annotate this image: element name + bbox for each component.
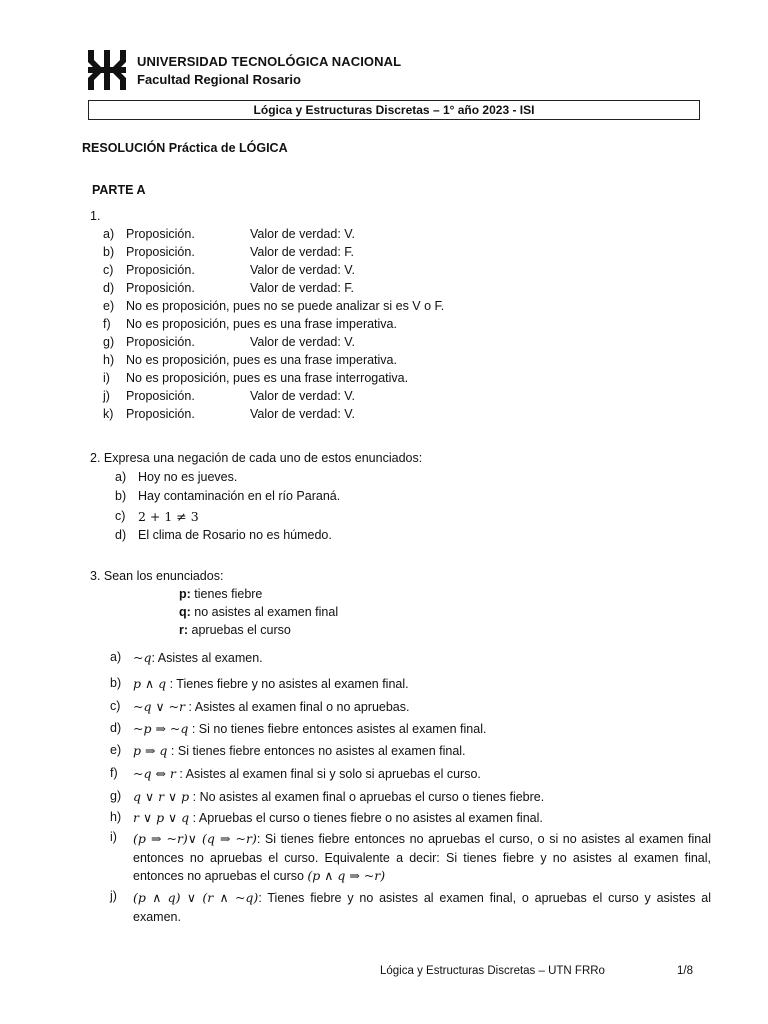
q3-item-body [133, 810, 543, 825]
q1-item-label: h) [103, 353, 115, 367]
q3-item-body [133, 676, 409, 691]
q3-item-label: d) [110, 721, 122, 735]
q3-item-i-formula-end: (p ∧ q ⇒ ~r) [307, 868, 386, 883]
q1-item-text: No es proposición, pues no se puede analizar si es V o F. [126, 299, 445, 313]
q1-item-label: c) [103, 263, 114, 277]
q3-item-i [133, 830, 711, 886]
q3-item-body [133, 721, 486, 736]
q3-item-i-formula: (p ⇒ ~r)∨ (q ⇒ ~r) [133, 831, 257, 846]
q1-item-value: Valor de verdad: V. [250, 389, 355, 403]
course-title-box: Lógica y Estructuras Discretas – 1° año 2023 - ISI [88, 100, 700, 120]
q1-item-label: k) [103, 407, 114, 421]
q3-item-formula: ~p ⇒ ~q [133, 721, 189, 736]
q1-item-text: No es proposición, pues es una frase imperativa. [126, 353, 397, 367]
q1-item-text: Proposición. [126, 407, 195, 421]
q1-item-value: Valor de verdad: V. [250, 335, 355, 349]
q3-item-text: : Si no tienes fiebre entonces asistes al examen final. [188, 722, 487, 736]
q3-item-label: e) [110, 743, 122, 757]
university-name: UNIVERSIDAD TECNOLÓGICA NACIONAL [137, 54, 402, 69]
q1-item-label: d) [103, 281, 115, 295]
q2-item-text: Hoy no es jueves. [138, 470, 238, 484]
q3-item-body [133, 789, 544, 804]
q1-item-text: No es proposición, pues es una frase interrogativa. [126, 371, 409, 385]
q1-item-text: No es proposición, pues es una frase imperativa. [126, 317, 397, 331]
q3-item-label: g) [110, 789, 122, 803]
q1-item-label: j) [103, 389, 110, 403]
q3-item-j-label: j) [110, 889, 117, 903]
q1-item-text: Proposición. [126, 389, 195, 403]
q3-item-text: : Asistes al examen. [151, 651, 263, 665]
q3-item-body [133, 699, 409, 714]
q1-item-label: e) [103, 299, 115, 313]
q3-item-formula: q ∨ r ∨ p [133, 789, 190, 804]
q2-item-label: c) [115, 509, 126, 523]
q1-item-text: Proposición. [126, 227, 195, 241]
question-2-title: 2. Expresa una negación de cada uno de estos enunciados: [90, 451, 423, 465]
question-3-title: 3. Sean los enunciados: [90, 569, 224, 583]
q3-definition [179, 623, 291, 637]
q1-item-value: Valor de verdad: V. [250, 407, 355, 421]
q1-item-text: Proposición. [126, 245, 195, 259]
q3-item-body [133, 743, 466, 758]
q3-item-label: c) [110, 699, 121, 713]
q1-item-value: Valor de verdad: V. [250, 227, 355, 241]
page-heading: RESOLUCIÓN Práctica de LÓGICA [82, 141, 288, 155]
q3-item-formula: ~q ⇔ r [133, 766, 176, 781]
q3-item-formula: p ∧ q [133, 676, 167, 691]
q3-definition-text: no asistes al examen final [190, 605, 339, 619]
q3-item-formula: r ∨ p ∨ q [133, 810, 190, 825]
q2-item-label: d) [115, 528, 127, 542]
q3-definition-text: tienes fiebre [190, 587, 263, 601]
q3-definition [179, 587, 262, 601]
q1-item-text: Proposición. [126, 281, 195, 295]
q1-item-label: g) [103, 335, 115, 349]
q1-item-label: b) [103, 245, 115, 259]
q1-item-label: f) [103, 317, 111, 331]
footer-text: Lógica y Estructuras Discretas – UTN FRRo [380, 965, 605, 977]
q3-item-j [133, 889, 711, 926]
q1-item-value: Valor de verdad: F. [250, 281, 354, 295]
q3-item-i-text: : Si tienes fiebre entonces no apruebas el curso, o si no asistes al examen final entonces no apruebas el curso. Equivalente a decir: Si tienes fiebre y no asistes al examen final, entonces no apruebas el curso [133, 832, 711, 883]
q1-item-label: a) [103, 227, 115, 241]
q3-definition-var: p: [179, 587, 191, 601]
q3-item-text: : Tienes fiebre y no asistes al examen final. [166, 677, 409, 691]
q3-item-body [133, 650, 263, 665]
q3-item-text: : Si tienes fiebre entonces no asistes al examen final. [167, 744, 466, 758]
section-title: PARTE A [92, 183, 146, 197]
q1-item-text: Proposición. [126, 335, 195, 349]
q3-definition [179, 605, 338, 619]
q2-item-text: El clima de Rosario no es húmedo. [138, 528, 332, 542]
faculty-name: Facultad Regional Rosario [137, 72, 301, 87]
q2-item-text: 2 + 1 ≠ 3 [138, 509, 199, 524]
q3-item-label: f) [110, 766, 118, 780]
page-number: 1/8 [677, 965, 693, 977]
q3-item-text: : Apruebas el curso o tienes fiebre o no asistes al examen final. [189, 811, 543, 825]
q3-item-label: b) [110, 676, 122, 690]
q3-definition-var: q: [179, 605, 191, 619]
q3-item-text: : Asistes al examen final si y solo si apruebas el curso. [175, 767, 481, 781]
q3-definition-text: apruebas el curso [188, 623, 291, 637]
question-1-number: 1. [90, 209, 101, 223]
q3-definition-var: r: [179, 623, 189, 637]
q3-item-formula: ~q ∨ ~r [133, 699, 186, 714]
q3-item-label: a) [110, 650, 122, 664]
q3-item-text: : No asistes al examen final o apruebas el curso o tienes fiebre. [189, 790, 545, 804]
q3-item-j-formula: (p ∧ q) ∨ (r ∧ ~q) [133, 890, 259, 905]
q2-item-label: a) [115, 470, 127, 484]
q3-item-formula: p ⇒ q [133, 743, 168, 758]
q1-item-value: Valor de verdad: F. [250, 245, 354, 259]
q2-item-text: Hay contaminación en el río Paraná. [138, 489, 341, 503]
q1-item-text: Proposición. [126, 263, 195, 277]
q1-item-value: Valor de verdad: V. [250, 263, 355, 277]
q3-item-body [133, 766, 481, 781]
q3-item-j-text: : Tienes fiebre y no asistes al examen final, o apruebas el curso y asistes al examen. [133, 891, 712, 924]
q2-item-label: b) [115, 489, 127, 503]
q3-item-formula: ~q [133, 650, 152, 665]
q3-item-i-label: i) [110, 830, 117, 844]
q1-item-label: i) [103, 371, 110, 385]
utn-logo-icon [88, 50, 126, 90]
q3-item-label: h) [110, 810, 122, 824]
q3-item-text: : Asistes al examen final o no apruebas. [185, 700, 410, 714]
